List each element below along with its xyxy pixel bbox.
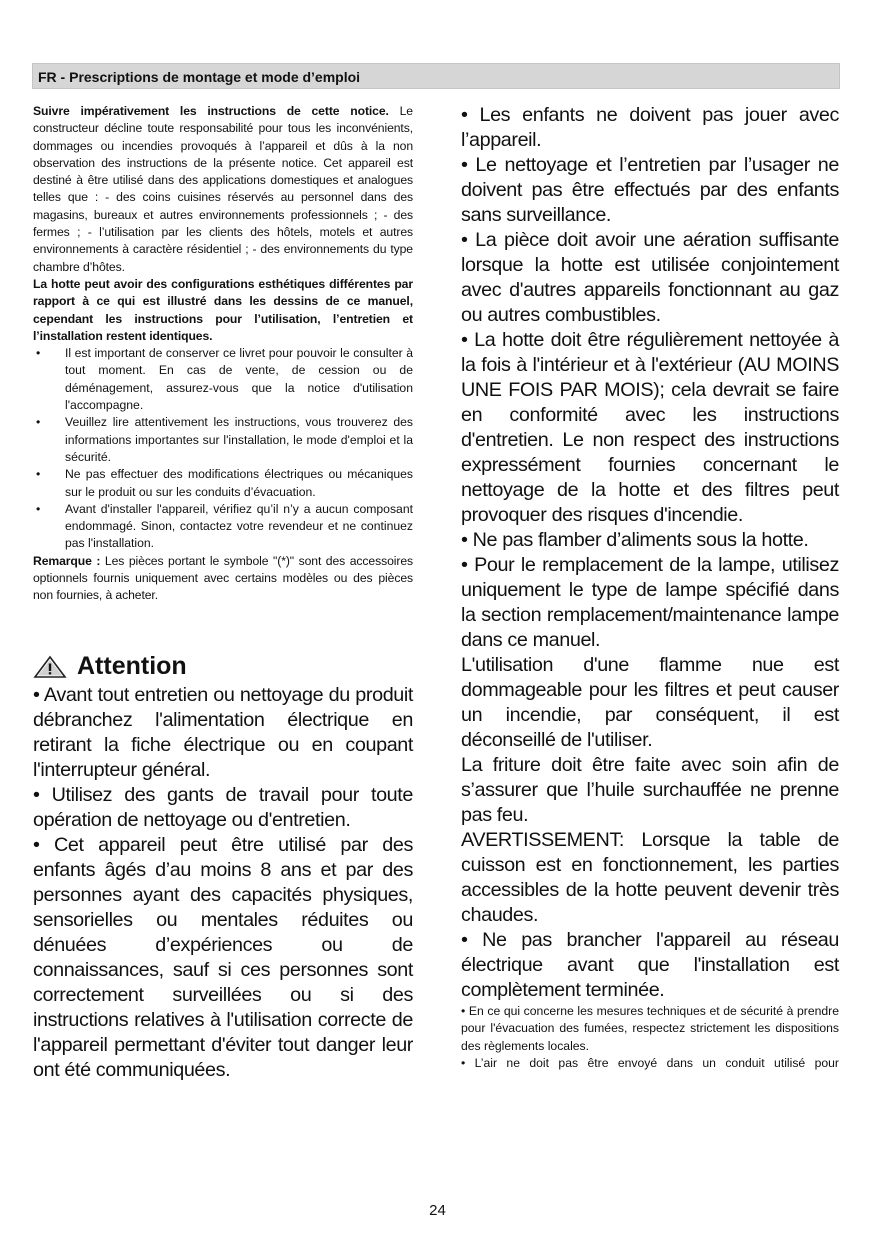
intro-text: Le constructeur décline toute responsabilité pour tous les inconvénients, dommages ou incendies provoqués à l’appareil et dûs à la non observation des instructions de la présente notice. Cet appareil est destiné à être utilisé dans des applications domestiques et analogues telles que : - des coins cuisines réservés au personnel dans des magasins, bureaux et autres environnements professionnels ; - des fermes ; - l’utilisation par les clients des hôtels, motels et autres environnements à caractère résidentiel ; - des environnements du type chambre d’hôtes. <box>33 104 413 274</box>
right-column <box>461 103 839 1072</box>
attention-paragraph: • Avant tout entretien ou nettoyage du produit débranchez l'alimentation électrique en retirant la fiche électrique ou en coupant l'interrupteur général. <box>33 683 413 781</box>
remark-label: Remarque : <box>33 553 101 568</box>
list-item <box>33 345 413 414</box>
remark-text: Les pièces portant le symbole "(*)" sont des accessoires optionnels fournis uniquement avec certains modèles ou des pièces non fournies, à acheter. <box>33 553 413 603</box>
safety-paragraph: • Le nettoyage et l’entretien par l’usager ne doivent pas être effectués par des enfants sans surveillance. <box>461 154 839 226</box>
list-item-text: Ne pas effectuer des modifications électriques ou mécaniques sur le produit ou sur les conduits d’évacuation. <box>65 467 413 499</box>
safety-paragraph: • Ne pas flamber d’aliments sous la hotte. <box>461 529 809 551</box>
section-header <box>32 63 840 89</box>
safety-paragraph: • Ne pas brancher l'appareil au réseau électrique avant que l'installation est complètement terminée. <box>461 929 839 1001</box>
list-item-text: Il est important de conserver ce livret pour pouvoir le consulter à tout moment. En cas de vente, de cession ou de déménagement, assurez-vous que la notice d'utilisation l'accompagne. <box>65 346 413 413</box>
attention-title: Attention <box>77 652 187 681</box>
bullet-icon: • <box>36 346 41 361</box>
list-item <box>33 501 413 553</box>
list-item <box>33 466 413 501</box>
safety-paragraph: La friture doit être faite avec soin afin de s’assurer que l’huile surchauffée ne prenne pas feu. <box>461 754 839 826</box>
attention-paragraph: • Utilisez des gants de travail pour toute opération de nettoyage ou d'entretien. <box>33 783 413 831</box>
list-item-text: Avant d'installer l'appareil, vérifiez qu’il n’y a aucun composant endommagé. Sinon, contactez votre revendeur et ne continuez pas l'installation. <box>65 501 413 551</box>
instruction-bullet-list <box>33 345 413 553</box>
intro-bold-text: Suivre impérativement les instructions de cette notice. <box>33 104 389 118</box>
attention-heading <box>33 651 413 683</box>
safety-paragraph: L'utilisation d'une flamme nue est dommageable pour les filtres et peut causer un incendie, par conséquent, il est déconseillé de l'utiliser. <box>461 654 839 751</box>
bullet-icon: • <box>36 467 41 482</box>
small-safety-paragraph: • L’air ne doit pas être envoyé dans un conduit utilisé pour <box>461 1055 839 1070</box>
bullet-icon: • <box>36 501 41 516</box>
bullet-icon: • <box>36 415 41 430</box>
warning-triangle-icon <box>33 655 67 679</box>
hood-configuration-note: La hotte peut avoir des configurations esthétiques différentes par rapport à ce qui est illustré dans les dessins de ce manuel, cependant les instructions pour l’utilisation, l’entretien et l’installation restent identiques. <box>33 276 413 343</box>
remark-paragraph <box>33 553 413 605</box>
left-column <box>33 103 413 1083</box>
safety-paragraph: • Les enfants ne doivent pas jouer avec l’appareil. <box>461 104 839 151</box>
section-title: FR - Prescriptions de montage et mode d’emploi <box>38 69 361 85</box>
intro-paragraph <box>33 103 413 276</box>
page-number: 24 <box>429 1202 446 1219</box>
list-item <box>33 414 413 466</box>
safety-paragraph: • La pièce doit avoir une aération suffisante lorsque la hotte est utilisée conjointement avec d'autres appareils fonctionnant au gaz ou autres combustibles. <box>461 229 839 326</box>
attention-paragraph: • Cet appareil peut être utilisé par des enfants âgés d’au moins 8 ans et par des personnes ayant des capacités physiques, sensorielles ou mentales réduites ou dénuées d’expériences ou de connaissances, sauf si ces personnes sont correctement surveillées ou si des instructions relatives à l'utilisation correcte de l'appareil permettant d'éviter tout danger leur ont été communiquées. <box>33 833 413 1081</box>
list-item-text: Veuillez lire attentivement les instructions, vous trouverez des informations importantes sur l'installation, le mode d'emploi et la sécurité. <box>65 415 413 464</box>
warning-paragraph: AVERTISSEMENT: Lorsque la table de cuisson est en fonctionnement, les parties accessibles de la hotte peuvent devenir très chaudes. <box>461 829 839 926</box>
small-safety-paragraph: • En ce qui concerne les mesures techniques et de sécurité à prendre pour l'évacuation des fumées, respectez strictement les dispositions des règlements locales. <box>461 1004 839 1053</box>
safety-paragraph: • Pour le remplacement de la lampe, utilisez uniquement le type de lampe spécifié dans la section remplacement/maintenance lampe dans ce manuel. <box>461 554 839 651</box>
safety-paragraph: • La hotte doit être régulièrement nettoyée à la fois à l'intérieur et à l'extérieur (AU MOINS UNE FOIS PAR MOIS); cela devrait se faire en conformité avec les instructions d'entretien. Le non respect des instructions expressément fournies concernant le nettoyage de la hotte et des filtres peut provoquer des risques d'incendie. <box>461 329 839 526</box>
